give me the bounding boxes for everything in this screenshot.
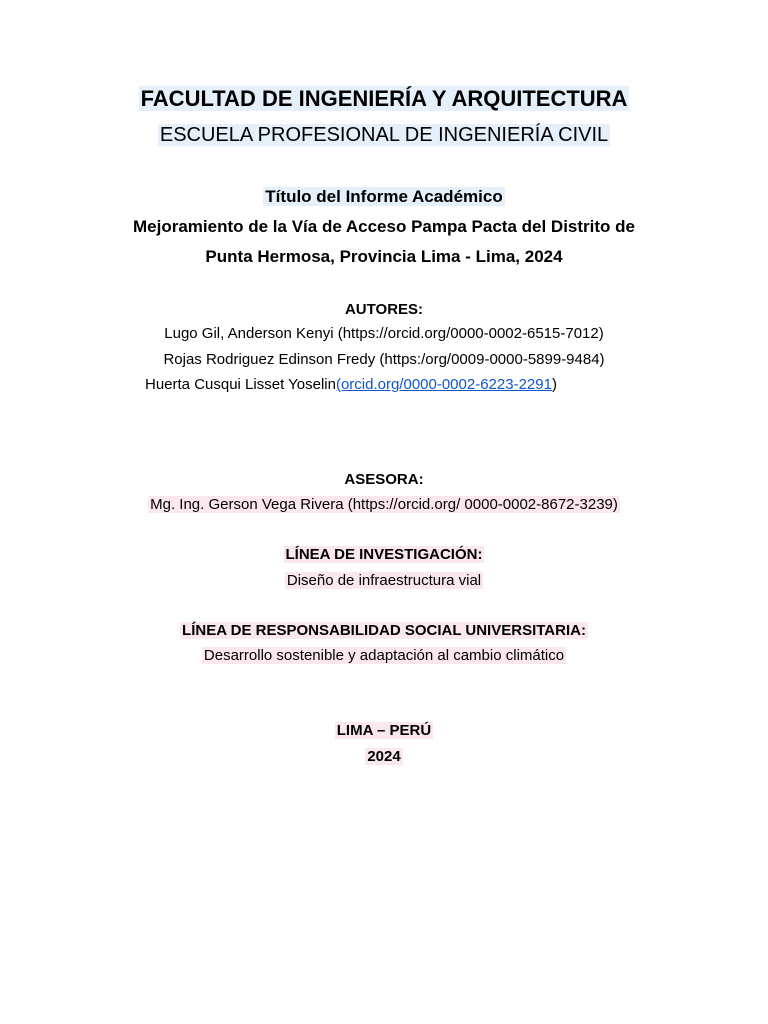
author-3-close: )	[551, 376, 557, 393]
author-1: Lugo Gil, Anderson Kenyi (https://orcid.org/0000-0002-6515-7012)	[164, 325, 604, 342]
author-3-orcid-link[interactable]: (orcid.org/0000-0002-6223-2291	[335, 376, 552, 393]
research-line-value	[0, 572, 768, 589]
faculty-text: FACULTAD DE INGENIERÍA Y ARQUITECTURA	[140, 86, 628, 111]
year-text: 2024	[367, 748, 401, 765]
year	[0, 748, 768, 765]
social-line-value	[0, 647, 768, 664]
title-label-text: Título del Informe Académico	[265, 187, 503, 206]
research-line-value-text: Diseño de infraestructura vial	[286, 572, 482, 589]
faculty-heading	[0, 86, 768, 112]
report-title-line-1: Mejoramiento de la Vía de Acceso Pampa Pacta del Distrito de	[133, 217, 635, 236]
research-line-heading	[0, 546, 768, 563]
author-3-name: Huerta Cusqui Lisset Yoselin	[145, 376, 336, 393]
authors-heading: AUTORES:	[344, 301, 424, 318]
social-line-heading-text: LÍNEA DE RESPONSABILIDAD SOCIAL UNIVERSITARIA:	[182, 622, 586, 639]
place	[0, 722, 768, 739]
school-heading	[0, 124, 768, 147]
research-line-heading-text: LÍNEA DE INVESTIGACIÓN:	[285, 546, 483, 563]
advisor-text: Mg. Ing. Gerson Vega Rivera (https://orcid.org/ 0000-0002-8672-3239)	[150, 496, 618, 513]
title-label	[0, 187, 768, 207]
report-title-line-2: Punta Hermosa, Provincia Lima - Lima, 2024	[205, 247, 563, 266]
place-text: LIMA – PERÚ	[336, 722, 432, 739]
advisor-name	[0, 496, 768, 513]
social-line-value-text: Desarrollo sostenible y adaptación al cambio climático	[203, 647, 565, 664]
social-line-heading	[0, 622, 768, 639]
advisor-heading: ASESORA:	[344, 471, 424, 488]
school-text: ESCUELA PROFESIONAL DE INGENIERÍA CIVIL	[159, 124, 609, 146]
author-2: Rojas Rodriguez Edinson Fredy (https:/org/0009-0000-5899-9484)	[163, 351, 605, 368]
author-3	[145, 376, 557, 393]
